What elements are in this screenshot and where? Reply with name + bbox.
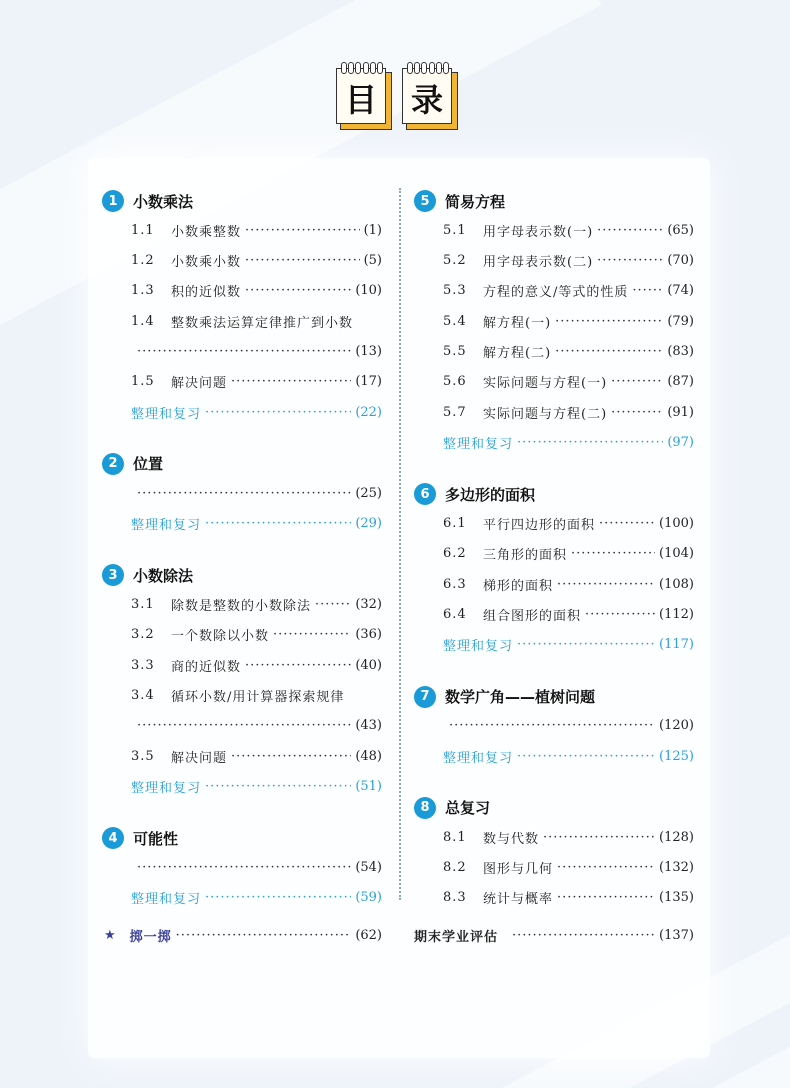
toc-entry[interactable] — [131, 655, 382, 675]
chapter-number-badge: 8 — [414, 797, 436, 819]
page-number: (132) — [659, 860, 694, 875]
entry-number: 3.3 — [131, 657, 155, 673]
entry-number: 8.3 — [443, 890, 467, 906]
page-number: (70) — [667, 253, 694, 269]
entry-number: 8.2 — [443, 860, 467, 875]
extra-entry-throw[interactable] — [104, 925, 382, 945]
review-entry[interactable] — [443, 432, 694, 452]
chapter-heading[interactable] — [102, 827, 178, 849]
toc-entry[interactable] — [443, 716, 694, 736]
entry-title: 小数乘整数 — [171, 224, 242, 240]
toc-entry[interactable] — [131, 716, 382, 736]
page-number: (97) — [667, 434, 694, 450]
dot-leader — [205, 405, 351, 420]
page-number: (54) — [355, 860, 382, 875]
page-title — [0, 66, 790, 126]
toc-entry[interactable] — [443, 888, 694, 908]
toc-entry[interactable] — [443, 604, 694, 624]
page-number: (108) — [659, 576, 694, 592]
dot-leader — [273, 627, 351, 642]
dot-leader — [585, 607, 655, 622]
chapter-title: 小数除法 — [133, 566, 194, 585]
entry-title: 组合图形的面积 — [483, 608, 582, 624]
entry-title: 解方程(二) — [483, 346, 552, 361]
toc-entry[interactable] — [131, 686, 382, 706]
page-number: (48) — [355, 748, 382, 764]
entry-number: 3.1 — [131, 597, 155, 613]
chapter-number-badge: 4 — [102, 827, 124, 849]
chapter-heading[interactable] — [414, 686, 595, 708]
page-number: (128) — [659, 829, 694, 845]
entry-number: 5.4 — [443, 313, 467, 329]
toc-entry[interactable] — [443, 402, 694, 422]
chapter-heading[interactable] — [414, 190, 505, 212]
title-char-lu: 录 — [402, 68, 452, 124]
dot-leader — [137, 344, 351, 359]
entry-title: 数与代数 — [483, 831, 540, 847]
dot-leader — [315, 597, 351, 612]
page-number: (43) — [355, 718, 382, 734]
dot-leader — [517, 749, 655, 764]
page-number: (125) — [659, 748, 694, 764]
chapter-heading[interactable] — [102, 190, 193, 212]
review-entry[interactable] — [131, 888, 382, 908]
page-number: (91) — [667, 404, 694, 420]
review-entry[interactable] — [131, 402, 382, 422]
entry-title: 整理和复习 — [131, 406, 202, 422]
dot-leader — [205, 890, 351, 905]
entry-title: 平行四边形的面积 — [483, 518, 596, 533]
toc-entry[interactable] — [131, 595, 382, 615]
toc-entry[interactable] — [131, 342, 382, 362]
dot-leader — [245, 253, 360, 268]
toc-entry[interactable] — [443, 544, 694, 564]
chapter-title: 数学广角——植树问题 — [445, 688, 596, 706]
entry-title: 整理和复习 — [443, 750, 514, 766]
entry-title: 解决问题 — [171, 376, 228, 392]
dot-leader — [555, 314, 663, 329]
dot-leader — [137, 486, 351, 501]
page-number: (74) — [667, 283, 694, 299]
dot-leader — [611, 374, 663, 389]
dot-leader — [137, 718, 351, 733]
chapter-title: 简易方程 — [445, 192, 506, 211]
page-number: (51) — [355, 778, 382, 794]
title-char-mu: 目 — [336, 68, 386, 124]
dot-leader — [137, 860, 351, 875]
toc-entry[interactable] — [131, 220, 382, 240]
chapter-number-badge: 1 — [102, 190, 124, 212]
dot-leader — [571, 546, 655, 561]
chapter-number-badge: 3 — [102, 564, 124, 586]
toc-entry[interactable] — [131, 625, 382, 645]
dot-leader — [632, 283, 663, 298]
page-number: (112) — [659, 606, 694, 622]
toc-entry[interactable] — [131, 858, 382, 878]
page-number: (5) — [363, 253, 382, 269]
entry-title: 小数乘小数 — [171, 255, 242, 271]
entry-title: 整理和复习 — [443, 436, 514, 452]
entry-title: 方程的意义/等式的性质 — [483, 285, 629, 301]
entry-number: 5.2 — [443, 253, 467, 269]
dot-leader — [611, 405, 663, 420]
toc-entry[interactable] — [131, 281, 382, 301]
page-number: (59) — [355, 890, 382, 906]
chapter-heading[interactable] — [102, 564, 193, 586]
page-number: (100) — [659, 516, 694, 531]
entry-title: 整数乘法运算定律推广到小数 — [171, 315, 354, 331]
entry-number: 5.6 — [443, 374, 467, 390]
page-number: (104) — [659, 546, 694, 562]
chapter-number-badge: 7 — [414, 686, 436, 708]
page-number: (32) — [355, 597, 382, 613]
entry-title: 用字母表示数(二) — [483, 255, 594, 271]
chapter-number-badge: 6 — [414, 483, 436, 505]
dot-leader — [245, 223, 360, 238]
entry-title: 期末学业评估 — [414, 929, 499, 945]
entry-title: 整理和复习 — [131, 518, 202, 533]
entry-number: 8.1 — [443, 829, 467, 845]
entry-title: 统计与概率 — [483, 892, 554, 908]
chapter-heading[interactable] — [414, 483, 535, 505]
dot-leader — [245, 658, 351, 673]
entry-title: 用字母表示数(一) — [483, 224, 594, 240]
entry-number: 1.3 — [131, 283, 155, 299]
dot-leader — [543, 830, 655, 845]
entry-number: 6.1 — [443, 516, 467, 531]
page-number: (40) — [355, 657, 382, 673]
chapter-title: 可能性 — [133, 829, 179, 848]
entry-title: 实际问题与方程(二) — [483, 406, 608, 422]
toc-entry[interactable] — [443, 220, 694, 240]
entry-title: 掷一掷 — [129, 929, 172, 945]
page-number: (13) — [355, 344, 382, 359]
page-number: (137) — [659, 927, 694, 943]
chapter-heading[interactable] — [414, 797, 490, 819]
toc-entry[interactable] — [443, 342, 694, 362]
entry-title: 梯形的面积 — [483, 578, 554, 594]
page-number: (17) — [355, 374, 382, 390]
page-number: (120) — [659, 718, 694, 734]
review-entry[interactable] — [443, 746, 694, 766]
entry-title: 整理和复习 — [443, 639, 514, 655]
dot-leader — [449, 718, 655, 733]
entry-title: 商的近似数 — [171, 659, 242, 675]
toc-entry[interactable] — [131, 311, 382, 331]
entry-title: 整理和复习 — [131, 780, 202, 796]
dot-leader — [517, 637, 655, 652]
toc-entry[interactable] — [443, 251, 694, 271]
toc-entry[interactable] — [443, 827, 694, 847]
dot-leader — [517, 435, 663, 450]
extra-entry-final-assessment[interactable] — [414, 925, 694, 945]
page-number: (22) — [355, 404, 382, 420]
page-number: (135) — [659, 890, 694, 906]
dot-leader — [557, 860, 655, 875]
page-number: (1) — [363, 222, 382, 238]
entry-number: 1.5 — [131, 374, 155, 390]
dot-leader — [597, 223, 663, 238]
entry-title: 除数是整数的小数除法 — [171, 599, 312, 615]
chapter-title: 位置 — [133, 455, 164, 474]
toc-entry[interactable] — [131, 372, 382, 392]
entry-number: 3.5 — [131, 748, 155, 764]
entry-title: 整理和复习 — [131, 892, 202, 908]
page-number: (117) — [659, 637, 694, 653]
entry-title: 实际问题与方程(一) — [483, 376, 608, 392]
dot-leader — [557, 890, 655, 905]
dot-leader — [512, 928, 655, 943]
review-entry[interactable] — [443, 635, 694, 655]
chapter-title: 总复习 — [445, 799, 491, 818]
entry-number: 3.2 — [131, 627, 155, 643]
page-number: (25) — [355, 485, 382, 501]
review-entry[interactable] — [131, 514, 382, 534]
dot-leader — [176, 928, 352, 943]
page-number: (65) — [667, 222, 694, 238]
toc-entry[interactable] — [131, 746, 382, 766]
entry-title: 一个数除以小数 — [171, 629, 270, 645]
entry-title: 解决问题 — [171, 750, 228, 766]
dot-leader — [245, 283, 351, 298]
entry-number: 1.4 — [131, 313, 155, 329]
toc-entry[interactable] — [443, 574, 694, 594]
toc-entry[interactable] — [131, 483, 382, 503]
star-icon: ★ — [104, 927, 116, 943]
dot-leader — [231, 749, 351, 764]
entry-number: 3.4 — [131, 688, 155, 703]
chapter-title: 多边形的面积 — [445, 485, 536, 504]
entry-number: 6.4 — [443, 606, 467, 622]
entry-title: 三角形的面积 — [483, 548, 568, 564]
dot-leader — [599, 516, 655, 531]
entry-number: 5.5 — [443, 344, 467, 359]
toc-entry[interactable] — [131, 251, 382, 271]
review-entry[interactable] — [131, 776, 382, 796]
entry-number: 6.3 — [443, 576, 467, 592]
toc-entry[interactable] — [443, 281, 694, 301]
toc-entry[interactable] — [443, 311, 694, 331]
entry-number: 6.2 — [443, 546, 467, 562]
dot-leader — [231, 374, 351, 389]
toc-entry[interactable] — [443, 858, 694, 878]
chapter-number-badge: 5 — [414, 190, 436, 212]
dot-leader — [597, 253, 663, 268]
entry-number: 5.3 — [443, 283, 467, 299]
entry-title: 循环小数/用计算器探索规律 — [171, 690, 345, 705]
page-number: (62) — [355, 927, 382, 943]
page-number: (79) — [667, 313, 694, 329]
title-card-right — [402, 66, 454, 126]
entry-number: 1.2 — [131, 253, 155, 269]
entry-number: 5.1 — [443, 222, 467, 238]
chapter-heading[interactable] — [102, 453, 163, 475]
entry-title: 解方程(一) — [483, 315, 552, 331]
dot-leader — [557, 577, 655, 592]
chapter-title: 小数乘法 — [133, 192, 194, 211]
page-number: (36) — [355, 627, 382, 643]
dot-leader — [205, 779, 351, 794]
dot-leader — [555, 344, 663, 359]
toc-entry[interactable] — [443, 514, 694, 534]
entry-number: 1.1 — [131, 222, 155, 238]
page-number: (29) — [355, 516, 382, 531]
column-divider — [399, 188, 401, 900]
dot-leader — [205, 516, 351, 531]
entry-number: 5.7 — [443, 404, 467, 420]
page-number: (83) — [667, 344, 694, 359]
chapter-number-badge: 2 — [102, 453, 124, 475]
toc-entry[interactable] — [443, 372, 694, 392]
page-number: (87) — [667, 374, 694, 390]
page-number: (10) — [355, 283, 382, 299]
entry-title: 积的近似数 — [171, 285, 242, 301]
entry-title: 图形与几何 — [483, 862, 554, 877]
title-card-left — [336, 66, 388, 126]
